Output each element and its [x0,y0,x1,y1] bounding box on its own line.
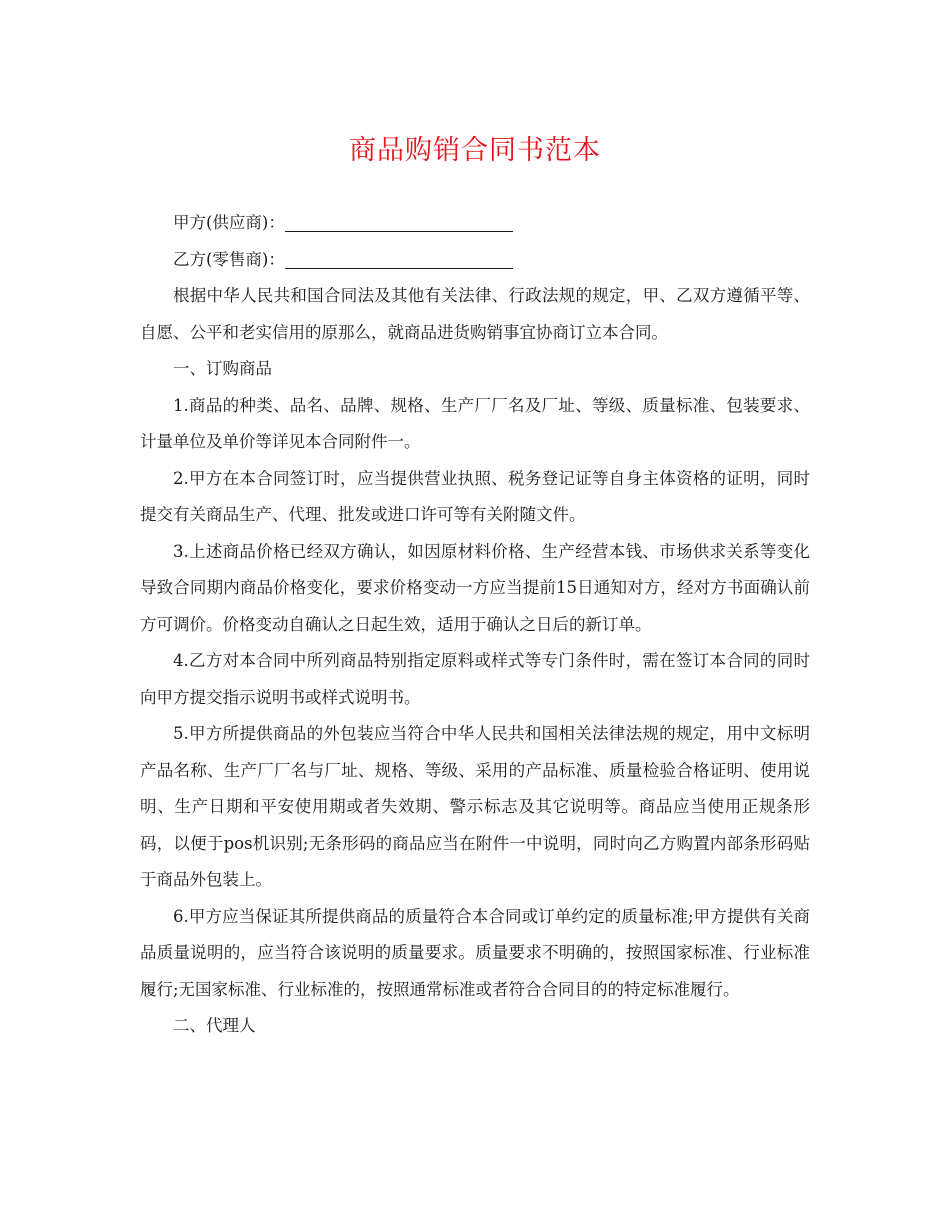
party-a-line [140,205,810,242]
preamble-paragraph: 根据中华人民共和国合同法及其他有关法律、行政法规的规定，甲、乙双方遵循平等、自愿、公平和老实信用的原那么，就商品进货购销事宜协商订立本合同。 [140,286,810,342]
section-heading-2: 二、代理人 [173,1016,256,1035]
document-body [140,205,810,1045]
party-a-blank [285,213,513,232]
clause-5: 5.甲方所提供商品的外包装应当符合中华人民共和国相关法律法规的规定，用中文标明产品名称、生产厂厂名与厂址、规格、等级、采用的产品标准、质量检验合格证明、使用说明、生产日期和平安使用期或者失效期、警示标志及其它说明等。商品应当使用正规条形码，以便于pos机识别;无条形码的商品应当在附件一中说明，同时向乙方购置内部条形码贴于商品外包装上。 [140,724,810,889]
party-b-line [140,242,810,279]
party-b-blank [285,250,513,269]
section-heading-1: 一、订购商品 [173,359,272,378]
clause-2: 2.甲方在本合同签订时，应当提供营业执照、税务登记证等自身主体资格的证明，同时提交有关商品生产、代理、批发或进口许可等有关附随文件。 [140,468,810,524]
clause-6: 6.甲方应当保证其所提供商品的质量符合本合同或订单约定的质量标准;甲方提供有关商品质量说明的，应当符合该说明的质量要求。质量要求不明确的，按照国家标准、行业标准履行;无国家标准、行业标准的，按照通常标准或者符合合同目的的特定标准履行。 [140,906,810,999]
party-b-label: 乙方(零售商)： [173,249,285,269]
document-title: 商品购销合同书范本 [349,135,601,166]
clause-3: 3.上述商品价格已经双方确认，如因原材料价格、生产经营本钱、市场供求关系等变化导致合同期内商品价格变化，要求价格变动一方应当提前15日通知对方，经对方书面确认前方可调价。价格变动自确认之日起生效，适用于确认之日后的新订单。 [140,541,810,634]
clause-4: 4.乙方对本合同中所列商品特别指定原料或样式等专门条件时，需在签订本合同的同时向甲方提交指示说明书或样式说明书。 [140,651,810,707]
party-a-label: 甲方(供应商)： [173,213,285,232]
clause-1: 1.商品的种类、品名、品牌、规格、生产厂厂名及厂址、等级、质量标准、包装要求、计量单位及单价等详见本合同附件一。 [140,395,810,451]
